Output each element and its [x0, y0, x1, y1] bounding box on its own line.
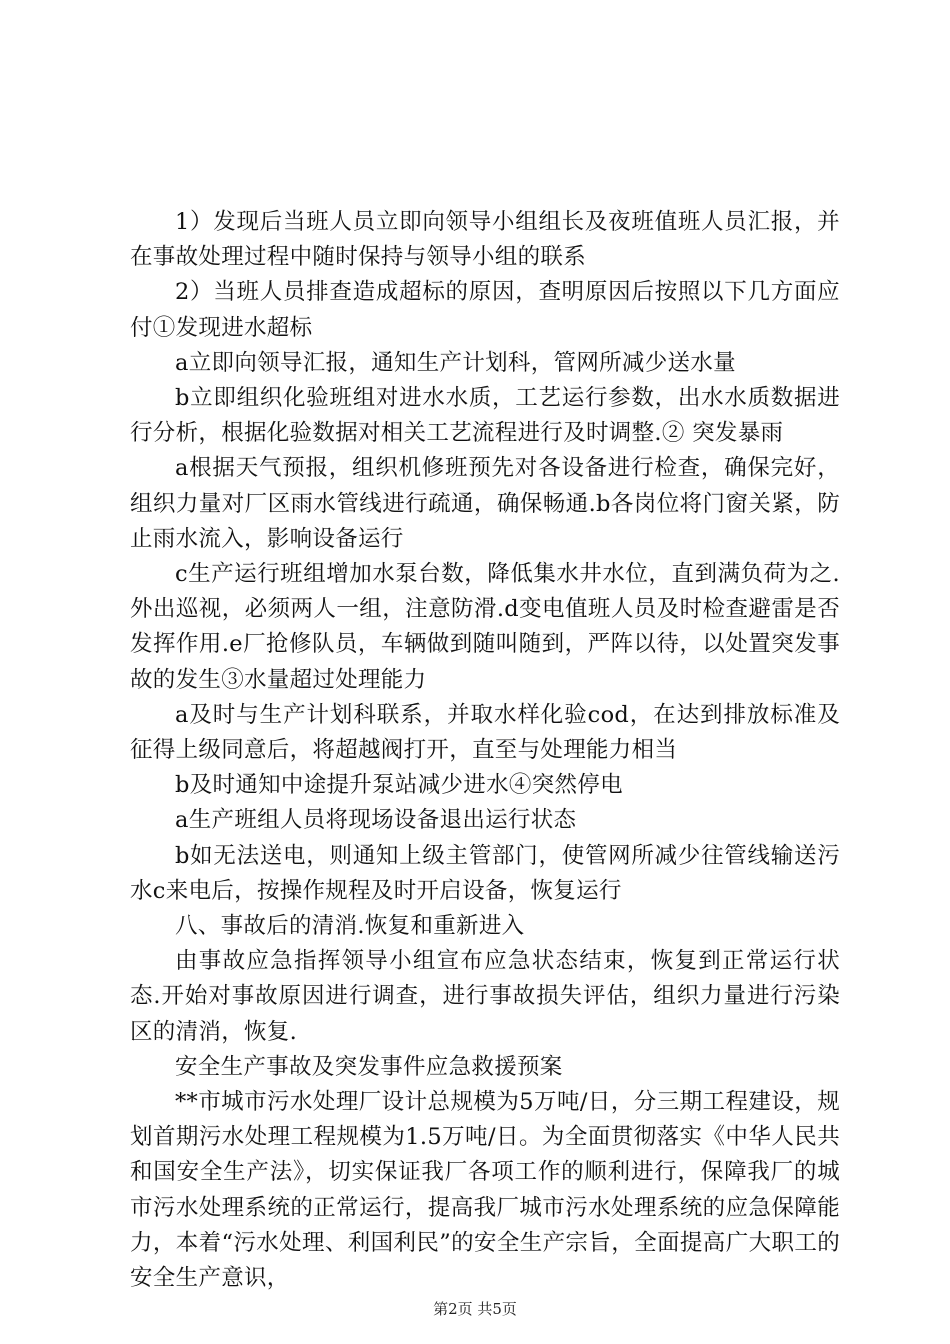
paragraph-lab-analysis: b立即组织化验班组对进水水质，工艺运行参数，出水水质数据进行分析，根据化验数据对相关工艺流程进行及时调整.② 突发暴雨 — [130, 385, 840, 447]
paragraph-increase-pumps: c生产运行班组增加水泵台数，降低集水井水位，直到满负荷为之.外出巡视，必须两人一组，注意防滑.d变电值班人员及时检查避雷是否发挥作用.e厂抢修队员，车辆做到随叫随到，严阵以待，以处置突发事故的发生③水量超过处理能力 — [130, 561, 840, 693]
page-number-footer: 第2页 共5页 — [433, 1300, 517, 1318]
paragraph-emergency-end: 由事故应急指挥领导小组宣布应急状态结束，恢复到正常运行状态.开始对事故原因进行调查，进行事故损失评估，组织力量进行污染区的清消，恢复. — [130, 948, 840, 1045]
paragraph-equipment-shutdown: a生产班组人员将现场设备退出运行状态 — [175, 807, 577, 834]
paragraph-investigate-cause: 2）当班人员排查造成超标的原因，查明原因后按照以下几方面应付①发现进水超标 — [130, 279, 840, 341]
paragraph-cod-sampling: a及时与生产计划科联系，并取水样化验cod，在达到排放标准及征得上级同意后，将超越阀打开，直至与处理能力相当 — [130, 701, 840, 764]
paragraph-plant-overview: **市城市污水处理厂设计总规模为5万吨/日，分三期工程建设，规划首期污水处理工程规模为1.5万吨/日。为全面贯彻落实《中华人民共和国安全生产法》，切实保证我厂各项工作的顺利进行，保障我厂的城市污水处理系统的正常运行，提高我厂城市污水处理系统的应急保障能力，本着“污水处理、利国利民”的安全生产宗旨，全面提高广大职工的安全生产意识， — [130, 1089, 840, 1292]
paragraph-reduce-water-supply: a立即向领导汇报，通知生产计划科，管网所减少送水量 — [175, 349, 736, 376]
paragraph-report-leadership: 1）发现后当班人员立即向领导小组组长及夜班值班人员汇报，并在事故处理过程中随时保持与领导小组的联系 — [130, 209, 840, 271]
paragraph-notify-pump-station: b及时通知中途提升泵站减少进水④突然停电 — [175, 772, 623, 799]
section-heading-emergency-plan: 安全生产事故及突发事件应急救援预案 — [175, 1053, 563, 1080]
paragraph-power-restore: b如无法送电，则通知上级主管部门，使管网所减少往管线输送污水c来电后，按操作规程及时开启设备，恢复运行 — [130, 842, 840, 904]
section-heading-recovery: 八、事故后的清消.恢复和重新进入 — [175, 913, 525, 940]
document-body — [130, 205, 840, 1296]
paragraph-weather-inspection: a根据天气预报，组织机修班预先对各设备进行检查，确保完好，组织力量对厂区雨水管线进行疏通，确保畅通.b各岗位将门窗关紧，防止雨水流入，影响设备运行 — [130, 455, 840, 552]
